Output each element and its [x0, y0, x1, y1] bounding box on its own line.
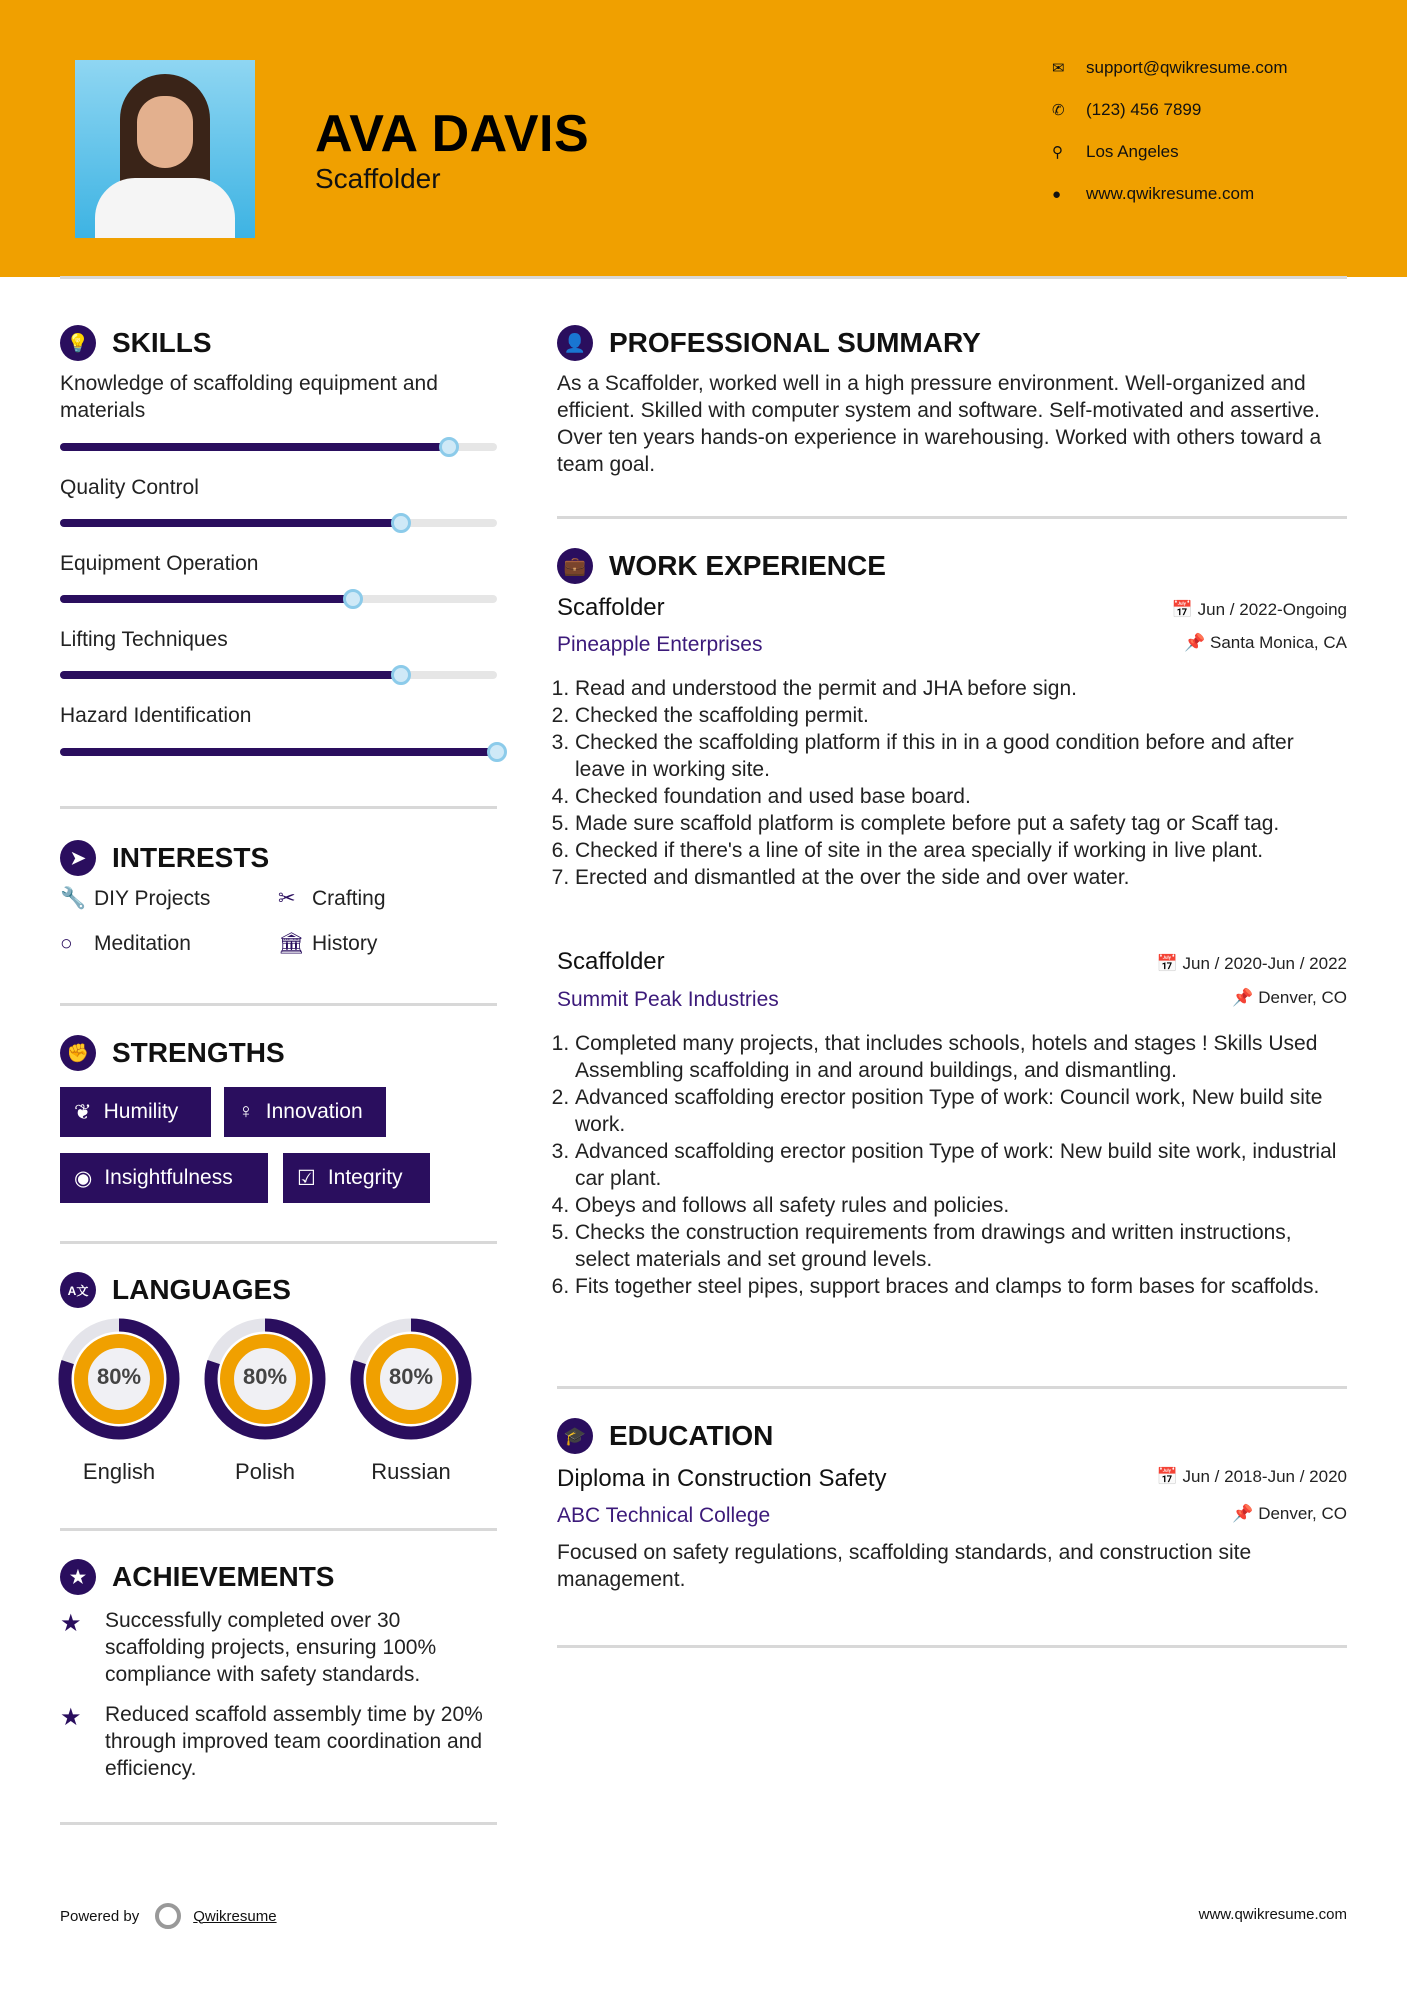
dates-text: Jun / 2018-Jun / 2020: [1182, 1467, 1347, 1486]
skill-label: Knowledge of scaffolding equipment and materials: [60, 372, 438, 422]
job-bullet: 3. Checked the scaffolding platform if this in in a good condition before and after leave in working site.: [575, 729, 1347, 783]
pin-icon: 📌: [1184, 633, 1210, 652]
strengths-heading: [60, 1035, 285, 1071]
contact-location: [1052, 142, 1179, 162]
skill-bar-fill: [60, 443, 449, 451]
skill-bar-fill: [60, 519, 401, 527]
language-percent: 80%: [242, 1364, 288, 1389]
job-location: [1232, 988, 1347, 1008]
pin-icon: 📌: [1232, 988, 1259, 1007]
lightbulb-icon: ♀: [238, 1100, 254, 1123]
globe-icon: ●: [1052, 185, 1062, 203]
location-icon: ⚲: [1052, 144, 1063, 161]
skill-bar: [60, 671, 497, 679]
skill-bar-fill: [60, 595, 353, 603]
skill-label: Lifting Techniques: [60, 628, 228, 651]
school: ABC Technical College: [557, 1504, 771, 1527]
candidate-name: AVA DAVIS: [315, 105, 590, 163]
job-bullet: 6. Fits together steel pipes, support braces and clamps to form bases for scaffolds.: [575, 1273, 1347, 1300]
interest-label: DIY Projects: [94, 887, 211, 910]
language-label: Polish: [235, 1459, 295, 1484]
job-location: [1184, 633, 1347, 653]
profile-photo: [75, 60, 255, 238]
interest-item: [60, 930, 191, 957]
divider: [557, 1386, 1347, 1389]
experience-heading: [557, 548, 886, 584]
skill-bar: [60, 748, 497, 756]
divider: [60, 1822, 497, 1825]
strength-label: Insightfulness: [104, 1166, 233, 1189]
footer-url[interactable]: www.qwikresume.com: [1198, 1906, 1347, 1923]
language-percent: 80%: [96, 1364, 142, 1389]
fist-icon: ✊: [60, 1035, 96, 1071]
job-title: Scaffolder: [557, 948, 665, 975]
job-bullet: 4. Obeys and follows all safety rules and policies.: [575, 1192, 1347, 1219]
leaf-icon: ❦: [74, 1100, 92, 1124]
heading-text: EDUCATION: [609, 1420, 774, 1451]
circle-icon: ○: [60, 932, 73, 955]
language-percent: 80%: [388, 1364, 434, 1389]
lightbulb-icon: 💡: [60, 325, 96, 361]
heading-text: WORK EXPERIENCE: [609, 550, 886, 581]
skill-bar: [60, 519, 497, 527]
heading-text: ACHIEVEMENTS: [112, 1561, 335, 1592]
skill-bar-knob: [391, 665, 411, 685]
skill-bar-knob: [487, 742, 507, 762]
heading-text: SKILLS: [112, 327, 212, 358]
interests-heading: [60, 840, 269, 876]
achievement-text: Successfully completed over 30 scaffolding projects, ensuring 100% compliance with safety standards.: [105, 1609, 437, 1686]
pin-icon: 📌: [1232, 1504, 1259, 1523]
briefcase-icon: 💼: [557, 548, 593, 584]
user-icon: 👤: [557, 325, 593, 361]
languages-heading: [60, 1272, 291, 1308]
interest-item: [60, 885, 210, 912]
skill-bar-knob: [343, 589, 363, 609]
interest-label: Crafting: [312, 887, 386, 910]
skill-bar-fill: [60, 671, 401, 679]
star-badge-icon: ★: [60, 1559, 96, 1595]
heading-text: LANGUAGES: [112, 1274, 291, 1305]
dates-text: Jun / 2022-Ongoing: [1197, 600, 1347, 619]
strength-label: Innovation: [265, 1100, 363, 1123]
powered-label: Powered by: [60, 1907, 140, 1925]
achievement-text: Reduced scaffold assembly time by 20% through improved team coordination and efficiency.: [105, 1703, 483, 1780]
contact-phone[interactable]: [1052, 100, 1201, 120]
education-dates: [1157, 1467, 1347, 1487]
skill-label: Equipment Operation: [60, 552, 259, 575]
calendar-icon: 📅: [1156, 954, 1183, 973]
language-item: [350, 1318, 472, 1485]
language-item: [204, 1318, 326, 1485]
contact-email[interactable]: [1052, 58, 1288, 78]
calendar-icon: 📅: [1171, 600, 1198, 619]
skill-bar-knob: [439, 437, 459, 457]
job-bullet: 1. Completed many projects, that includes schools, hotels and stages ! Skills Used Assembling scaffolding in and around buildings, and dismantling.: [575, 1030, 1347, 1084]
strength-badge: [60, 1153, 268, 1203]
skills-heading: [60, 325, 212, 361]
job-bullet: 5. Made sure scaffold platform is complete before put a safety tag or Scaff tag.: [575, 810, 1347, 837]
scissors-icon: ✂: [278, 887, 296, 910]
job-bullet: 7. Erected and dismantled at the over the side and over water.: [575, 864, 1347, 891]
dates-text: Jun / 2020-Jun / 2022: [1182, 954, 1347, 973]
company-name: Summit Peak Industries: [557, 988, 779, 1011]
trophy-star-icon: ★: [60, 1704, 82, 1731]
qwikresume-logo-icon: [155, 1903, 181, 1929]
candidate-title: Scaffolder: [315, 163, 441, 194]
header-divider: [60, 276, 1347, 279]
education-location: [1232, 1504, 1347, 1524]
contact-text: www.qwikresume.com: [1086, 184, 1255, 203]
skill-bar-knob: [391, 513, 411, 533]
strength-label: Humility: [103, 1100, 179, 1123]
contact-website[interactable]: [1052, 184, 1254, 204]
contact-text: Los Angeles: [1086, 142, 1179, 161]
divider: [60, 806, 497, 809]
skill-label: Quality Control: [60, 476, 199, 499]
wrench-icon: 🔧: [60, 887, 87, 910]
calendar-icon: 📅: [1156, 1467, 1183, 1486]
paper-plane-icon: ➤: [60, 840, 96, 876]
job-bullets: [557, 1030, 1347, 1300]
interest-label: Meditation: [94, 932, 191, 955]
interest-item: [278, 885, 386, 912]
skill-label: Hazard Identification: [60, 704, 252, 727]
education-text: Focused on safety regulations, scaffolding standards, and construction site management.: [557, 1541, 1252, 1591]
interest-item: [278, 930, 377, 957]
divider: [557, 516, 1347, 519]
location-text: Santa Monica, CA: [1209, 633, 1347, 652]
education-heading: [557, 1418, 773, 1454]
strength-badge: [224, 1087, 386, 1137]
job-bullet: 2. Checked the scaffolding permit.: [575, 702, 1347, 729]
skill-bar: [60, 443, 497, 451]
job-title: Scaffolder: [557, 594, 665, 621]
job-bullet: 1. Read and understood the permit and JHA before sign.: [575, 675, 1347, 702]
job-bullet: 5. Checks the construction requirements from drawings and written instructions, select materials and set ground levels.: [575, 1219, 1347, 1273]
divider: [60, 1241, 497, 1244]
language-item: [58, 1318, 180, 1485]
divider: [60, 1528, 497, 1531]
job-dates: [1172, 600, 1347, 620]
divider: [557, 1645, 1347, 1648]
company-name: Pineapple Enterprises: [557, 633, 763, 656]
strength-badge: [60, 1087, 211, 1137]
phone-icon: ✆: [1052, 102, 1065, 119]
heading-text: PROFESSIONAL SUMMARY: [609, 327, 981, 358]
job-bullet: 2. Advanced scaffolding erector position Type of work: Council work, New build site work.: [575, 1084, 1347, 1138]
skill-bar: [60, 595, 497, 603]
trophy-star-icon: ★: [60, 1610, 82, 1637]
divider: [60, 1003, 497, 1006]
achievements-heading: [60, 1559, 334, 1595]
footer-powered: [60, 1903, 277, 1929]
location-text: Denver, CO: [1258, 1504, 1347, 1523]
degree: Diploma in Construction Safety: [557, 1465, 887, 1492]
museum-icon: 🏛: [278, 932, 305, 955]
graduation-icon: 🎓: [557, 1418, 593, 1454]
check-square-icon: ☑: [297, 1166, 316, 1190]
skill-bar-fill: [60, 748, 497, 756]
brand-link[interactable]: Qwikresume: [193, 1907, 277, 1925]
job-dates: [1157, 954, 1347, 974]
heading-text: INTERESTS: [112, 842, 270, 873]
job-bullet: 6. Checked if there's a line of site in the area specially if working in live plant.: [575, 837, 1347, 864]
strength-badge: [283, 1153, 430, 1203]
strength-label: Integrity: [327, 1166, 403, 1189]
job-bullet: 4. Checked foundation and used base board.: [575, 783, 1347, 810]
interest-label: History: [312, 932, 378, 955]
contact-text: support@qwikresume.com: [1086, 58, 1288, 77]
contact-text: (123) 456 7899: [1086, 100, 1202, 119]
envelope-icon: ✉: [1052, 60, 1065, 77]
job-bullet: 3. Advanced scaffolding erector position Type of work: New build site work, industrial car plant.: [575, 1138, 1347, 1192]
location-text: Denver, CO: [1258, 988, 1347, 1007]
eye-icon: ◉: [74, 1166, 93, 1190]
heading-text: STRENGTHS: [112, 1037, 285, 1068]
language-label: Russian: [371, 1459, 451, 1484]
summary-text: As a Scaffolder, worked well in a high pressure environment. Well-organized and efficient. Skilled with computer system and software. Self-motivated and assertive. Over ten years hands-on experience in warehousing. Worked with others toward a team goal.: [557, 372, 1322, 476]
language-label: English: [82, 1459, 156, 1484]
job-bullets: [557, 675, 1347, 891]
translate-icon: A文: [60, 1272, 96, 1308]
summary-heading: [557, 325, 981, 361]
